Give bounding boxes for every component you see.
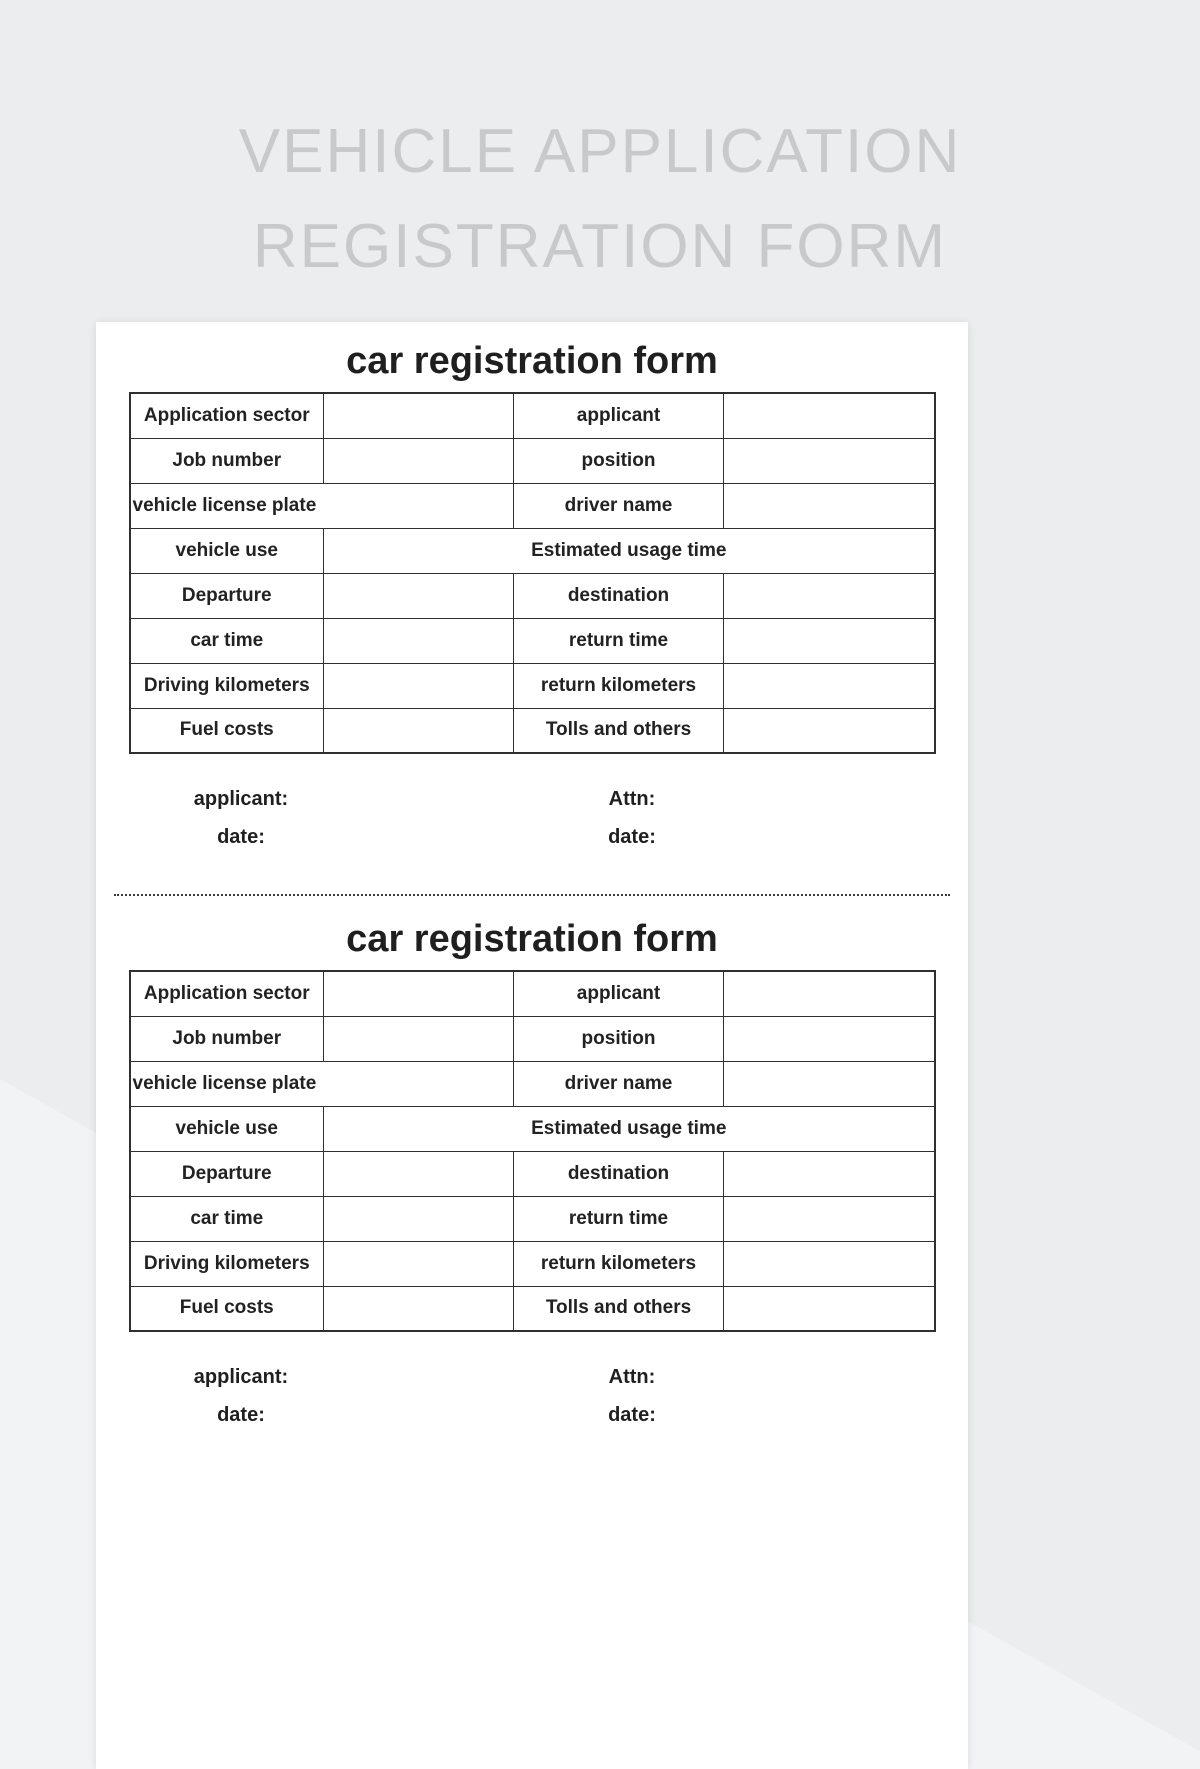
- field-label-position: position: [514, 438, 724, 483]
- registration-table: [129, 970, 936, 1332]
- table-row: [130, 1151, 935, 1196]
- blank-input-cell: [324, 573, 514, 618]
- blank-input-cell: [724, 1241, 935, 1286]
- blank-input-cell: [724, 1061, 935, 1106]
- attn-label: Attn:: [608, 788, 656, 810]
- blank-input-cell: [724, 1151, 935, 1196]
- date-label: date:: [608, 1404, 656, 1426]
- field-label-tolls-and-others: Tolls and others: [514, 708, 724, 753]
- signature-line-1: [96, 1358, 968, 1396]
- field-label-destination: destination: [514, 1151, 724, 1196]
- table-row: [130, 618, 935, 663]
- table-row: [130, 1196, 935, 1241]
- field-label-position: position: [514, 1016, 724, 1061]
- blank-input-cell: [724, 708, 935, 753]
- signature-block: [96, 780, 968, 856]
- registration-table: [129, 392, 936, 754]
- page-title-line-2: REGISTRATION FORM: [252, 212, 948, 281]
- field-label-estimated-usage-time: Estimated usage time: [324, 1106, 935, 1151]
- field-label-fuel-costs: Fuel costs: [130, 708, 324, 753]
- field-label-applicant: applicant: [514, 971, 724, 1016]
- field-label-destination: destination: [514, 573, 724, 618]
- field-label-vehicle-license-plate: vehicle license plate: [130, 483, 514, 528]
- blank-input-cell: [324, 1196, 514, 1241]
- field-label-applicant: applicant: [514, 393, 724, 438]
- page-title-line-1: VEHICLE APPLICATION: [238, 117, 962, 186]
- applicant-label: applicant:: [193, 1366, 289, 1388]
- field-label-return-time: return time: [514, 618, 724, 663]
- blank-input-cell: [724, 438, 935, 483]
- blank-input-cell: [724, 1196, 935, 1241]
- field-label-driver-name: driver name: [514, 483, 724, 528]
- date-label: date:: [217, 1404, 265, 1426]
- field-label-car-time: car time: [130, 1196, 324, 1241]
- form-page-card: [96, 322, 968, 1769]
- field-label-application-sector: Application sector: [130, 393, 324, 438]
- form-section-1: [96, 338, 968, 856]
- field-label-driving-kilometers: Driving kilometers: [130, 663, 324, 708]
- field-label-return-time: return time: [514, 1196, 724, 1241]
- signature-line-2: [96, 1396, 968, 1434]
- field-label-departure: Departure: [130, 1151, 324, 1196]
- blank-input-cell: [324, 618, 514, 663]
- blank-input-cell: [724, 663, 935, 708]
- blank-input-cell: [324, 438, 514, 483]
- applicant-label: applicant:: [193, 788, 289, 810]
- signature-block: [96, 1358, 968, 1434]
- blank-input-cell: [724, 1016, 935, 1061]
- field-label-estimated-usage-time: Estimated usage time: [324, 528, 935, 573]
- blank-input-cell: [324, 1241, 514, 1286]
- date-label: date:: [217, 826, 265, 848]
- blank-input-cell: [724, 1286, 935, 1331]
- table-row: [130, 1061, 935, 1106]
- section-divider: [114, 894, 950, 896]
- field-label-job-number: Job number: [130, 1016, 324, 1061]
- field-label-driver-name: driver name: [514, 1061, 724, 1106]
- blank-input-cell: [724, 393, 935, 438]
- page-header: [0, 0, 1200, 294]
- field-label-vehicle-use: vehicle use: [130, 528, 324, 573]
- field-label-return-kilometers: return kilometers: [514, 1241, 724, 1286]
- table-row: [130, 1106, 935, 1151]
- field-label-driving-kilometers: Driving kilometers: [130, 1241, 324, 1286]
- blank-input-cell: [324, 393, 514, 438]
- form-title: car registration form: [346, 918, 718, 960]
- blank-input-cell: [724, 971, 935, 1016]
- table-row: [130, 438, 935, 483]
- signature-line-1: [96, 780, 968, 818]
- blank-input-cell: [324, 1151, 514, 1196]
- blank-input-cell: [324, 971, 514, 1016]
- field-label-fuel-costs: Fuel costs: [130, 1286, 324, 1331]
- blank-input-cell: [324, 1286, 514, 1331]
- field-label-job-number: Job number: [130, 438, 324, 483]
- field-label-vehicle-license-plate: vehicle license plate: [130, 1061, 514, 1106]
- field-label-tolls-and-others: Tolls and others: [514, 1286, 724, 1331]
- signature-line-2: [96, 818, 968, 856]
- date-label: date:: [608, 826, 656, 848]
- table-row: [130, 663, 935, 708]
- blank-input-cell: [724, 573, 935, 618]
- blank-input-cell: [324, 1016, 514, 1061]
- table-row: [130, 971, 935, 1016]
- field-label-application-sector: Application sector: [130, 971, 324, 1016]
- table-row: [130, 1016, 935, 1061]
- field-label-departure: Departure: [130, 573, 324, 618]
- table-row: [130, 1286, 935, 1331]
- table-row: [130, 573, 935, 618]
- form-title: car registration form: [346, 340, 718, 382]
- table-row: [130, 1241, 935, 1286]
- table-row: [130, 393, 935, 438]
- form-section-2: [96, 916, 968, 1434]
- attn-label: Attn:: [608, 1366, 656, 1388]
- field-label-return-kilometers: return kilometers: [514, 663, 724, 708]
- blank-input-cell: [324, 708, 514, 753]
- table-row: [130, 483, 935, 528]
- field-label-car-time: car time: [130, 618, 324, 663]
- table-row: [130, 528, 935, 573]
- blank-input-cell: [324, 663, 514, 708]
- blank-input-cell: [724, 618, 935, 663]
- table-row: [130, 708, 935, 753]
- field-label-vehicle-use: vehicle use: [130, 1106, 324, 1151]
- blank-input-cell: [724, 483, 935, 528]
